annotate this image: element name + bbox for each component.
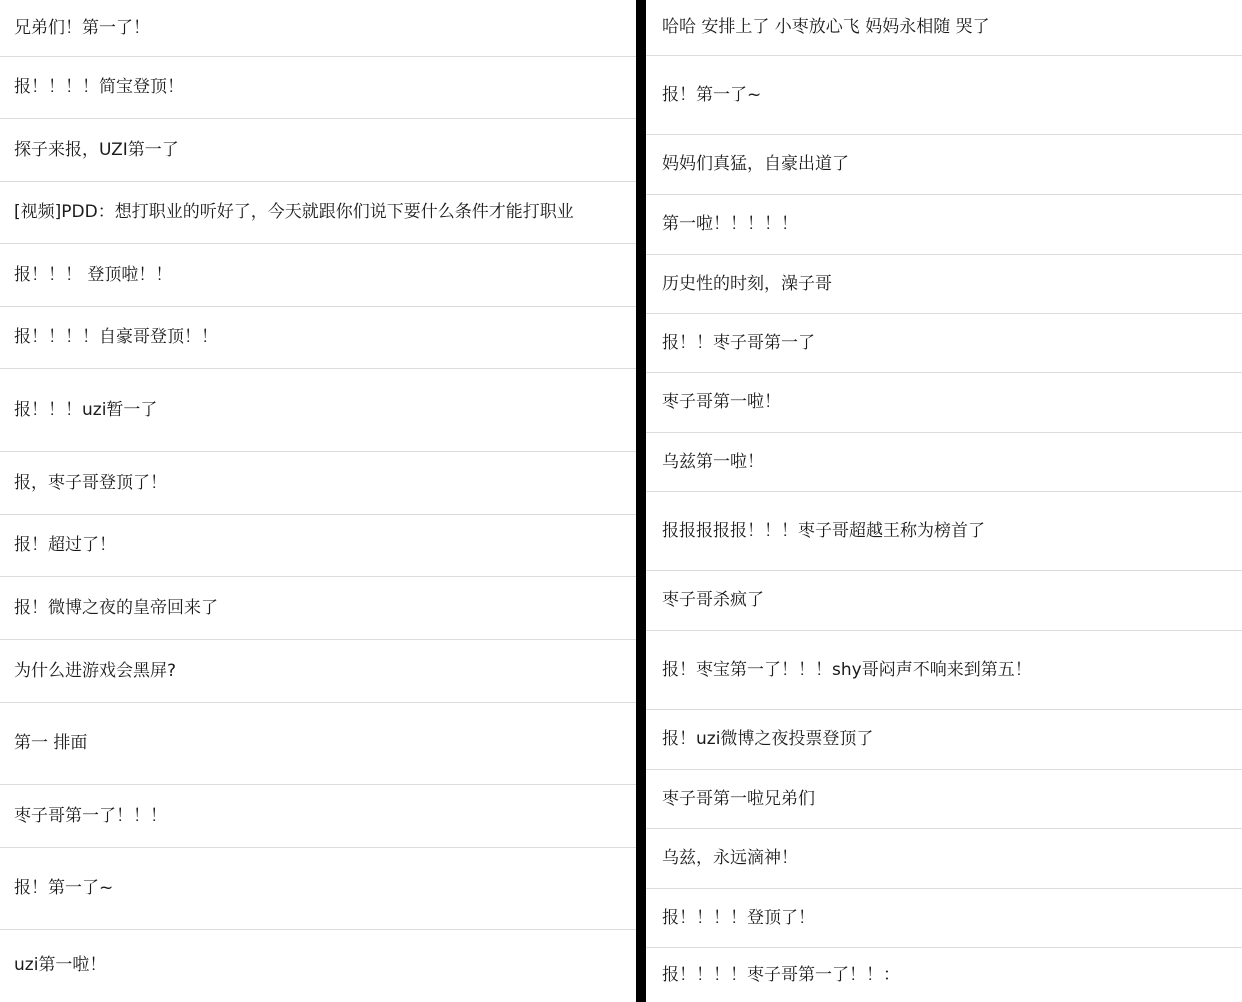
comment-text: 报！超过了！ — [14, 535, 116, 556]
list-item[interactable] — [646, 948, 1242, 1002]
comment-text: [视频]PDD：想打职业的听好了，今天就跟你们说下要什么条件才能打职业 — [14, 202, 574, 223]
list-item[interactable] — [0, 57, 636, 119]
list-item[interactable] — [0, 930, 636, 1001]
comment-text: 报！！！！登顶了！ — [662, 907, 815, 928]
comment-text: 报！微博之夜的皇帝回来了 — [14, 597, 218, 618]
column-divider — [636, 0, 646, 1002]
list-item[interactable] — [646, 56, 1242, 135]
comment-text: 报！枣宝第一了！！！shy哥闷声不响来到第五！ — [662, 659, 1032, 680]
comment-text: 乌兹，永远滴神！ — [662, 848, 798, 869]
list-item[interactable] — [646, 829, 1242, 889]
list-item[interactable] — [646, 0, 1242, 56]
comment-text: 为什么进游戏会黑屏? — [14, 660, 177, 681]
list-item[interactable] — [0, 119, 636, 182]
comment-text: 报，枣子哥登顶了！ — [14, 472, 167, 493]
list-item[interactable] — [0, 452, 636, 515]
comment-text: 报！！！ 登顶啦！！ — [14, 264, 173, 285]
list-item[interactable] — [0, 577, 636, 640]
comment-text: uzi第一啦！ — [14, 955, 107, 976]
comment-text: 报！第一了~ — [14, 878, 114, 899]
list-item[interactable] — [646, 631, 1242, 710]
list-item[interactable] — [0, 515, 636, 577]
comment-text: 妈妈们真猛，自豪出道了 — [662, 154, 849, 175]
list-item[interactable] — [646, 373, 1242, 433]
list-item[interactable] — [646, 492, 1242, 571]
list-item[interactable] — [646, 710, 1242, 770]
list-item[interactable] — [646, 135, 1242, 195]
comment-text: 哈哈 安排上了 小枣放心飞 妈妈永相随 哭了 — [662, 17, 990, 38]
list-item[interactable] — [0, 0, 636, 57]
list-item[interactable] — [0, 244, 636, 307]
list-item[interactable] — [0, 785, 636, 848]
comment-text: 探子来报，UZI第一了 — [14, 139, 179, 160]
comment-text: 报报报报报！！！枣子哥超越王称为榜首了 — [662, 520, 985, 541]
comment-text: 报！！！！简宝登顶！ — [14, 77, 184, 98]
list-item[interactable] — [646, 433, 1242, 492]
comment-text: 报！！！！枣子哥第一了！！： — [662, 964, 900, 985]
list-item[interactable] — [0, 182, 636, 244]
comment-text: 乌兹第一啦！ — [662, 451, 764, 472]
list-item[interactable] — [646, 255, 1242, 314]
comment-text: 枣子哥第一啦！ — [662, 392, 781, 413]
comment-text: 第一 排面 — [14, 733, 88, 754]
list-item[interactable] — [646, 770, 1242, 829]
comment-text: 第一啦！！！！！ — [662, 214, 798, 235]
comment-text: 枣子哥第一啦兄弟们 — [662, 788, 815, 809]
comment-text: 枣子哥第一了！！！ — [14, 805, 167, 826]
list-item[interactable] — [0, 640, 636, 703]
comment-text: 枣子哥杀疯了 — [662, 590, 764, 611]
comment-text: 报！第一了~ — [662, 84, 762, 105]
list-item[interactable] — [646, 889, 1242, 948]
comment-text: 报！！！uzi暂一了 — [14, 399, 158, 420]
list-item[interactable] — [0, 369, 636, 452]
comment-text: 历史性的时刻，澡子哥 — [662, 273, 832, 294]
list-item[interactable] — [646, 571, 1242, 631]
comment-text: 兄弟们！第一了！ — [14, 17, 150, 38]
comment-text: 报！！！！自豪哥登顶！！ — [14, 327, 218, 348]
list-item[interactable] — [0, 703, 636, 785]
list-item[interactable] — [646, 314, 1242, 373]
comment-text: 报！！枣子哥第一了 — [662, 332, 815, 353]
list-item[interactable] — [0, 307, 636, 369]
comment-text: 报！uzi微博之夜投票登顶了 — [662, 729, 874, 750]
right-comment-list — [646, 0, 1242, 1002]
list-item[interactable] — [0, 848, 636, 930]
list-item[interactable] — [646, 195, 1242, 255]
